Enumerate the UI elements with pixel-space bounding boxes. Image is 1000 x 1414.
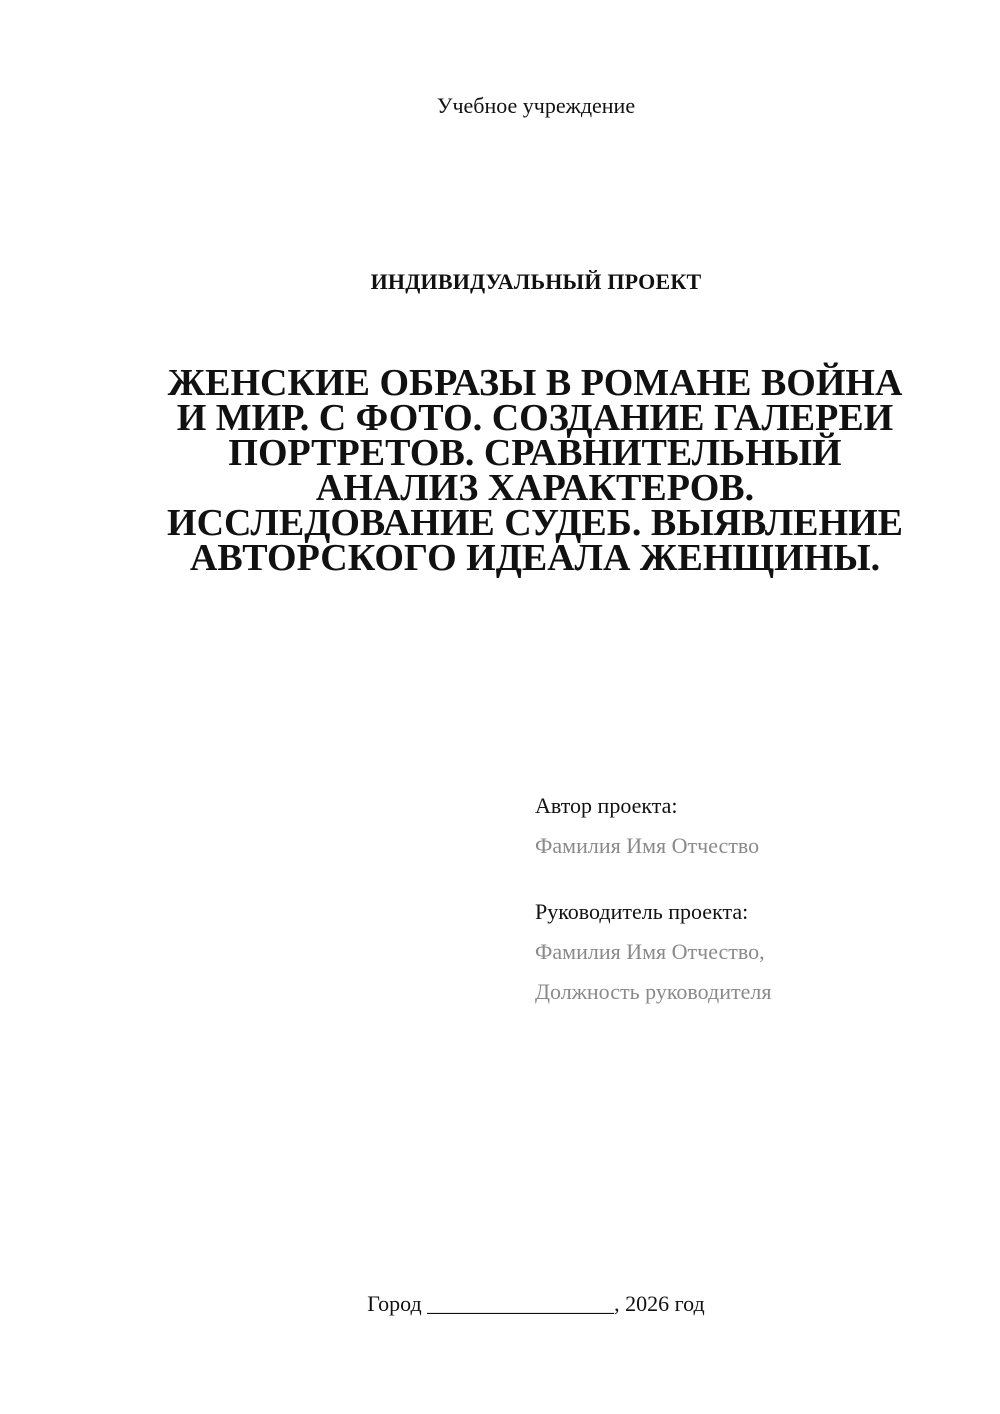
title-line: ИССЛЕДОВАНИЕ СУДЕБ. ВЫЯВЛЕНИЕ bbox=[167, 502, 903, 544]
supervisor-name: Фамилия Имя Отчество, bbox=[535, 939, 765, 964]
document-type: ИНДИВИДУАЛЬНЫЙ ПРОЕКТ bbox=[370, 269, 702, 294]
project-title bbox=[150, 362, 920, 579]
supervisor-block bbox=[535, 892, 975, 1012]
title-line: АНАЛИЗ ХАРАКТЕРОВ. bbox=[315, 467, 755, 509]
institution-name: Учебное учреждение bbox=[436, 93, 636, 118]
title-line: ЖЕНСКИЕ ОБРАЗЫ В РОМАНЕ ВОЙНА bbox=[167, 362, 903, 404]
supervisor-label: Руководитель проекта: bbox=[535, 899, 749, 924]
city-year-line: Город _________________, 2026 год bbox=[367, 1291, 705, 1316]
title-line: И МИР. С ФОТО. СОЗДАНИЕ ГАЛЕРЕИ bbox=[176, 397, 894, 439]
title-line: ПОРТРЕТОВ. СРАВНИТЕЛЬНЫЙ bbox=[228, 432, 842, 474]
supervisor-position: Должность руководителя bbox=[535, 979, 772, 1004]
title-line: АВТОРСКОГО ИДЕАЛА ЖЕНЩИНЫ. bbox=[189, 537, 881, 579]
author-block bbox=[535, 786, 975, 866]
author-name: Фамилия Имя Отчество bbox=[535, 833, 760, 858]
author-label: Автор проекта: bbox=[535, 793, 678, 818]
